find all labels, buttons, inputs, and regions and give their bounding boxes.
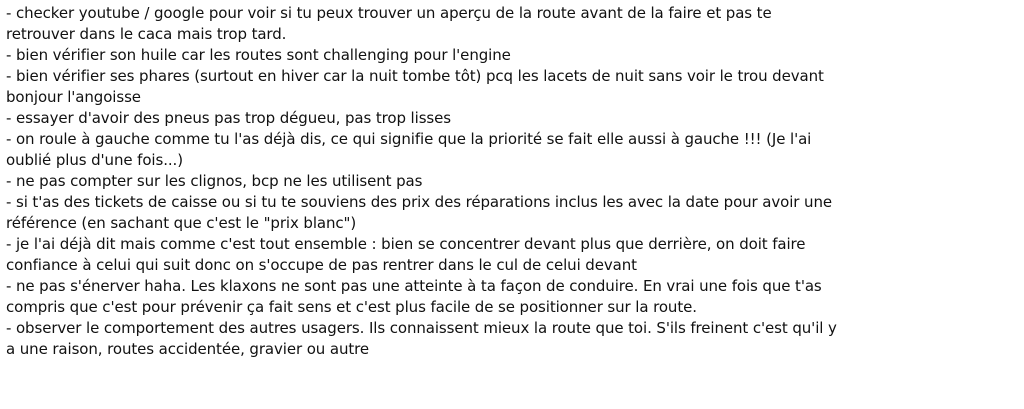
text-line: - essayer d'avoir des pneus pas trop dégueu, pas trop lisses [6, 109, 451, 127]
text-line: - observer le comportement des autres usagers. Ils connaissent mieux la route que toi. S'ils freinent c'est qu'il y [6, 319, 837, 337]
text-line: compris que c'est pour prévenir ça fait sens et c'est plus facile de se positionner sur la route. [6, 298, 697, 316]
text-line: - ne pas s'énerver haha. Les klaxons ne sont pas une atteinte à ta façon de conduire. En vrai une fois que t'as [6, 277, 822, 295]
text-line: bonjour l'angoisse [6, 88, 141, 106]
text-line: - on roule à gauche comme tu l'as déjà dis, ce qui signifie que la priorité se fait elle aussi à gauche !!! (Je l'ai [6, 130, 812, 148]
text-line: - ne pas compter sur les clignos, bcp ne les utilisent pas [6, 172, 423, 190]
text-line: - bien vérifier ses phares (surtout en hiver car la nuit tombe tôt) pcq les lacets de nuit sans voir le trou devant [6, 67, 824, 85]
text-line: retrouver dans le caca mais trop tard. [6, 25, 287, 43]
text-line: oublié plus d'une fois...) [6, 151, 183, 169]
text-line: - si t'as des tickets de caisse ou si tu te souviens des prix des réparations inclus les avec la date pour avoir une [6, 193, 832, 211]
text-line: a une raison, routes accidentée, gravier ou autre [6, 340, 370, 358]
document-text-block [6, 3, 1020, 360]
text-line: - bien vérifier son huile car les routes sont challenging pour l'engine [6, 46, 511, 64]
text-line: - checker youtube / google pour voir si tu peux trouver un aperçu de la route avant de la faire et pas te [6, 4, 772, 22]
text-line: confiance à celui qui suit donc on s'occupe de pas rentrer dans le cul de celui devant [6, 256, 637, 274]
text-line: - je l'ai déjà dit mais comme c'est tout ensemble : bien se concentrer devant plus que derrière, on doit faire [6, 235, 806, 253]
text-line: référence (en sachant que c'est le "prix blanc") [6, 214, 357, 232]
